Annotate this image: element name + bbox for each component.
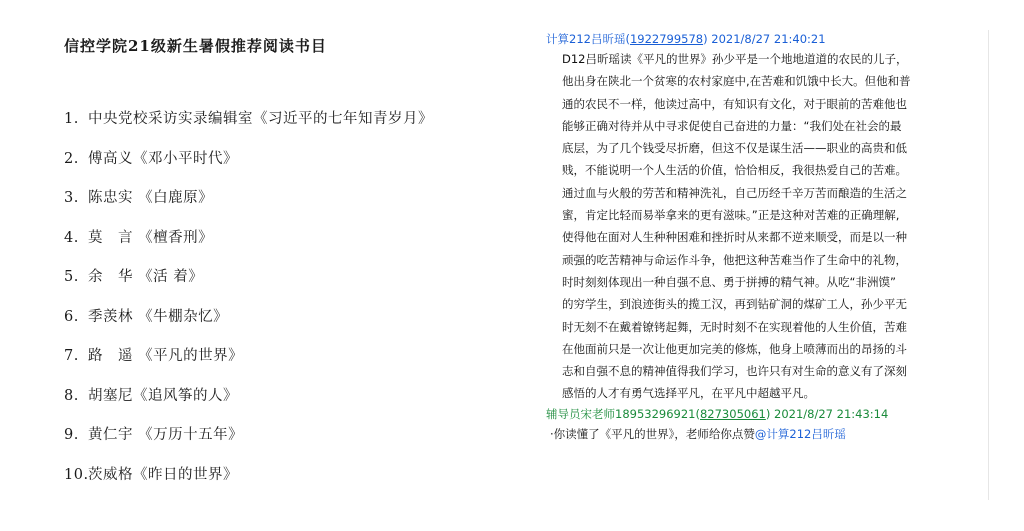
reading-list-document [64,0,534,531]
message-line: 时无刻不在戴着镣铐起舞，无时时刻不在实现着他的人生价值，苦难 [562,319,907,334]
message-line: 能够正确对待并从中寻求促使自己奋进的力量：“我们处在社会的最 [562,118,902,133]
reply-sender: 辅导员宋老师18953296921( [546,406,700,421]
book-title: 中央党校采访实录编辑室《习近平的七年知青岁月》 [88,111,433,127]
book-item [64,227,433,267]
book-item [64,306,433,346]
message-line: 时时刻刻体现出一种自强不息、勇于拼搏的精气神。从吃“非洲馍” [562,274,896,289]
message-line: 使得他在面对人生种种困难和挫折时从来都不逆来顺受，而是以一种 [562,230,907,245]
book-title: 茨威格《昨日的世界》 [88,466,238,483]
book-title: 莫 言 《檀香刑》 [88,229,214,246]
message-line: 志和自强不息的精神值得我们学习，也许只有对生命的意义有了深刻 [562,364,907,379]
book-number: 10. [64,466,89,483]
book-number: 4. [64,229,79,246]
book-list [64,108,433,503]
chat-panel [536,30,989,500]
message-sender: 计算212吕昕瑶( [546,32,630,46]
message-line: D12吕昕瑶读《平凡的世界》孙少平是一个地地道道的农民的儿子， [562,52,908,66]
message-header [536,30,988,48]
reply-body [536,423,988,445]
book-number: 6. [64,308,79,325]
book-title: 余 华 《活 着》 [88,269,204,285]
book-title: 胡塞尼《追风筝的人》 [88,387,238,404]
book-item [64,345,433,385]
book-title: 傅高义《邓小平时代》 [88,150,238,167]
message-line: 顽强的吃苦精神与命运作斗争，他把这种苦难当作了生命中的礼物， [562,252,907,267]
book-item [64,385,433,425]
book-number: 2. [64,150,79,167]
book-number: 9. [64,427,79,443]
message-line: 的穷学生，到浪迹街头的揽工汉，再到钻矿洞的煤矿工人，孙少平无 [562,297,907,312]
message-line: 通的农民不一样，他读过高中，有知识有文化，对于眼前的苦难他也 [562,96,907,111]
reply-sender-qq-link[interactable]: 827305061 [699,406,766,421]
book-item [64,424,433,464]
book-title: 黄仁宇 《万历十五年》 [88,427,244,443]
book-number: 3. [64,190,79,206]
message-line: 贱，不能说明一个人生活的价值，恰恰相反，我很热爱自己的苦难。 [562,163,907,178]
book-number: 7. [64,348,79,364]
reply-text: ·你读懂了《平凡的世界》，老师给你点赞 [550,426,755,441]
book-number: 8. [64,387,79,404]
message-line: 他出身在陕北一个贫寒的农村家庭中,在苦难和饥饿中长大。但他和普 [562,74,911,89]
message-line: 底层，为了几个钱受尽折磨，但这不仅是谋生活——职业的高贵和低 [562,141,907,156]
book-item [64,187,433,227]
book-number: 5. [64,269,79,285]
book-title: 路 遥 《平凡的世界》 [88,348,244,364]
message-time: 2021/8/27 21:40:21 [711,32,826,46]
book-item [64,148,433,188]
book-title: 季羡林 《牛棚杂忆》 [88,308,229,325]
book-item [64,266,433,306]
message-body [536,48,988,405]
reply-header [536,405,988,423]
message-sender-qq-link[interactable]: 1922799578 [629,32,704,46]
message-sender-close: ) [703,32,708,46]
reply-mention-link[interactable]: @计算212吕昕瑶 [754,426,846,441]
message-line: 通过血与火般的劳苦和精神洗礼，自己历经千辛万苦而酿造的生活之 [562,185,907,200]
message-line: 在他面前只是一次让他更加完美的修炼，他身上喷薄而出的昂扬的斗 [562,341,907,356]
book-title: 陈忠实 《白鹿原》 [88,190,214,206]
reply-time: 2021/8/27 21:43:14 [774,406,889,421]
book-item [64,464,433,504]
message-line: 感悟的人才有勇气选择平凡，在平凡中超越平凡。 [562,386,815,401]
message-line: 蜜，肯定比轻而易举拿来的更有滋味。”正是这种对苦难的正确理解, [562,208,900,223]
book-number: 1. [64,111,79,127]
document-title: 信控学院21级新生暑假推荐阅读书目 [64,37,327,55]
reply-sender-close: ) [765,406,771,421]
book-item [64,108,433,148]
